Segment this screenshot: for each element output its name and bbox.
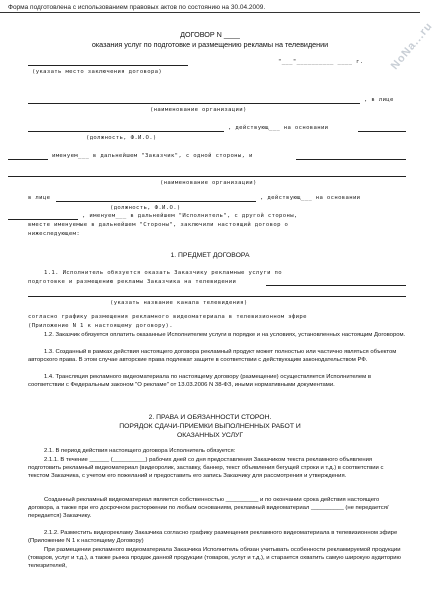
date-line: "___"__________ ____ г. — [278, 59, 364, 65]
p12: 1.2. Заказчик обязуется оплатить оказанные Исполнителем услуги в порядке и на условиях, установленных настоящим Договором. — [44, 332, 406, 338]
p11-line3: согласно графику размещения рекламного видеоматериала в телевизионном эфире — [28, 314, 307, 320]
basis-line — [358, 131, 406, 132]
p11-line2: подготовке и размещению рекламы Заказчика на телевидении — [28, 279, 237, 285]
position-hint-2: (должность, Ф.И.О.) — [110, 205, 181, 211]
contract-title: ДОГОВОР N ____ — [180, 30, 240, 39]
source-note: Форма подготовлена с использованием правовых актов по состоянию на 30.04.2009. — [8, 4, 266, 11]
org-hint: (наименование организации) — [150, 107, 247, 113]
p212b: При размещении рекламного видеоматериала Заказчика Исполнитель обязан учитывать особенности рекламируемой продукции (товаров, услуг и т.д.), а также рынка продаж данной продукции (товаров, услуг и т.д.), и старается охватить самую широкую аудиторию телезрителей, — [28, 547, 401, 569]
doc-line-2 — [8, 219, 78, 220]
section2-heading2: ПОРЯДОК СДАЧИ-ПРИЕМКИ ВЫПОЛНЕННЫХ РАБОТ И — [119, 423, 301, 430]
org-hint-2: (наименование организации) — [160, 180, 257, 186]
p13: 1.3. Созданный в рамках действия настоящего договора рекламный продукт может полностью или частично являться объектом авторского права. В этом случае авторские права подлежат защите в соответствии с действующим законодательством РФ. — [28, 349, 397, 363]
p14: 1.4. Трансляция рекламного видеоматериала по настоящему договору (размещение) осуществляется Исполнителем в соответствии с Федеральным законом "О рекламе" от 13.03.2006 N 38-ФЗ, иными нормативными документами. — [28, 374, 371, 388]
place-line — [28, 65, 188, 66]
p211b: Созданный рекламный видеоматериал является собственностью __________ и по окончании срока действия настоящего договора, а также при его досрочном расторжении по любым основаниям, рекламный видеоматериал __________ (не передается/передается) Заказчику. — [28, 497, 389, 519]
acting-text-2: , действующ___ на основании — [260, 195, 361, 201]
contract-subtitle: оказания услуг по подготовке и размещению рекламы на телевидении — [91, 40, 329, 49]
org-line — [28, 103, 360, 104]
representative-line-2 — [56, 201, 256, 202]
section2-heading3: ОКАЗАННЫХ УСЛУГ — [176, 432, 244, 439]
p211: 2.1.1. В течение ______ (__________) рабочих дней со дня предоставления Заказчиком текста рекламного объявления подготовить рекламный видеоматериал (видеоролик, заставку, баннер, текст объявления бегущей строки и т.д.) в соответствии с текстом Заказчика, с учетом его пожеланий и предоставить его запись Заказчику для рассмотрения и утверждения. — [28, 457, 384, 479]
jointly-text: вместе именуемые в дальнейшем "Стороны", заключили настоящий договор о — [28, 222, 289, 228]
in-person-text: , в лице — [364, 97, 394, 103]
p11-line1: 1.1. Исполнитель обязуется оказать Заказчику рекламные услуги по — [44, 270, 282, 276]
in-person-text-2: в лице — [28, 195, 51, 201]
contractor-org-line — [296, 159, 406, 160]
channel-line — [28, 296, 406, 297]
section2-heading1: 2. ПРАВА И ОБЯЗАННОСТИ СТОРОН. — [148, 414, 272, 421]
p11-line4: (Приложение N 1 к настоящему договору). — [28, 323, 173, 329]
jointly-text-2: нижеследующем: — [28, 231, 81, 237]
header-divider — [0, 12, 420, 13]
p21: 2.1. В период действия настоящего договора Исполнитель обязуется: — [44, 448, 236, 454]
watermark: NoNa...ru — [388, 20, 435, 73]
customer-named: именуем___ в дальнейшем "Заказчик", с одной стороны, и — [52, 153, 253, 159]
contractor-named: , именуем___ в дальнейшем "Исполнитель", с другой стороны, — [82, 213, 298, 219]
section1-heading: 1. ПРЕДМЕТ ДОГОВОРА — [170, 252, 250, 259]
representative-line — [28, 131, 224, 132]
p11-line2-blank — [266, 285, 406, 286]
place-hint: (указать место заключения договора) — [32, 69, 163, 75]
channel-hint: (указать название канала телевидения) — [110, 300, 248, 306]
acting-text: , действующ___ на основании — [228, 125, 329, 131]
contractor-org-line2 — [8, 176, 406, 177]
p212: 2.1.2. Разместить видеорекламу Заказчика согласно графику размещения рекламного видеоматериала в телевизионном эфире (Приложение N 1 к настоящему Договору) — [28, 530, 398, 544]
doc-line — [8, 159, 48, 160]
position-hint: (должность, Ф.И.О.) — [86, 135, 157, 141]
